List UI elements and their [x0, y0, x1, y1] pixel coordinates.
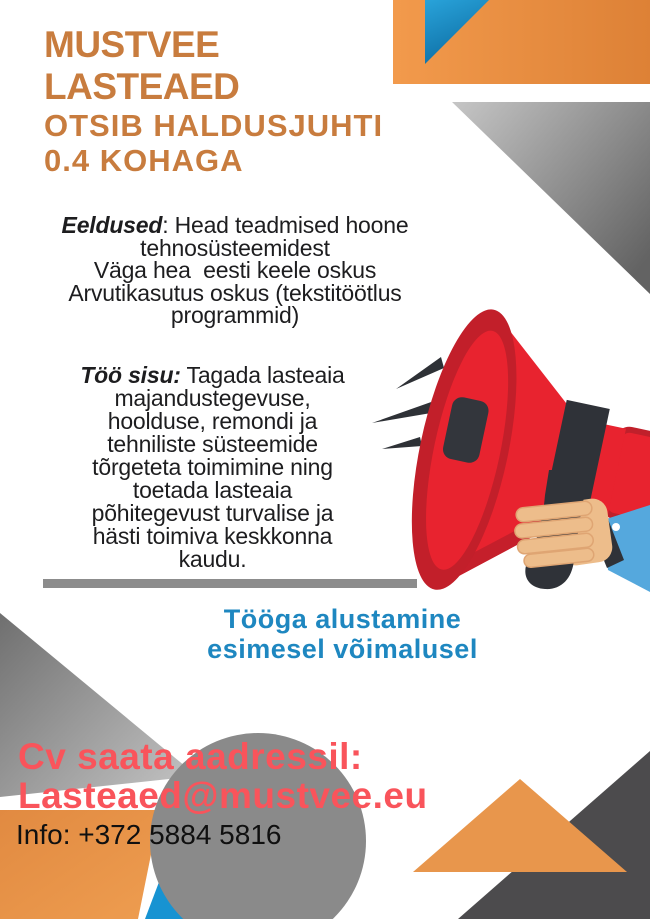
job-label: Töö sisu:	[80, 362, 181, 388]
subtitle-line: OTSIB HALDUSJUHTI	[44, 108, 384, 143]
start-date-section	[175, 604, 510, 664]
job-line: majandustegevuse,	[114, 385, 311, 411]
phone-info: Info: +372 5884 5816	[16, 819, 282, 850]
job-line: hästi toimiva keskkonna	[92, 523, 333, 549]
cv-address-line: Cv saata aadressil:	[18, 736, 363, 777]
job-line: Tagada lasteaia	[180, 362, 345, 388]
requirements-first-line	[5, 214, 465, 237]
job-line: põhitegevust turvalise ja	[91, 500, 334, 526]
title-line: MUSTVEE	[44, 24, 220, 65]
job-line: tõrgeteta toimimine ning	[92, 454, 333, 480]
requirements-line: tehnosüsteemidest	[140, 234, 330, 261]
job-line: hoolduse, remondi ja	[107, 408, 318, 434]
requirements-line: Väga hea eesti keele oskus	[93, 257, 377, 284]
start-line: esimesel võimalusel	[207, 634, 478, 664]
megaphone-icon	[372, 301, 650, 639]
job-first-line	[35, 364, 390, 387]
job-description-section	[35, 364, 390, 571]
divider-bar	[43, 579, 417, 588]
gray-triangle-decoration	[452, 102, 650, 294]
job-line: toetada lasteaia	[132, 477, 293, 503]
fingers	[513, 501, 598, 569]
job-line: tehniliste süsteemide	[107, 431, 318, 457]
start-line: Tööga alustamine	[223, 604, 462, 634]
top-right-orange-rect-decoration	[393, 0, 650, 84]
requirements-label: Eeldused	[61, 212, 163, 238]
requirements-line: programmid)	[170, 302, 300, 329]
requirements-line: : Head teadmised hoone	[162, 212, 409, 238]
subtitle-line: 0.4 KOHAGA	[44, 143, 244, 178]
requirements-line: Arvutikasutus oskus (tekstitöötlus	[68, 279, 402, 306]
poster-title	[44, 24, 383, 178]
cv-address-section	[18, 737, 578, 815]
cv-email: Lasteaed@mustvee.eu	[18, 775, 428, 816]
title-line: LASTEAED	[44, 66, 240, 107]
requirements-section	[5, 214, 465, 327]
job-line: kaudu.	[178, 546, 247, 572]
